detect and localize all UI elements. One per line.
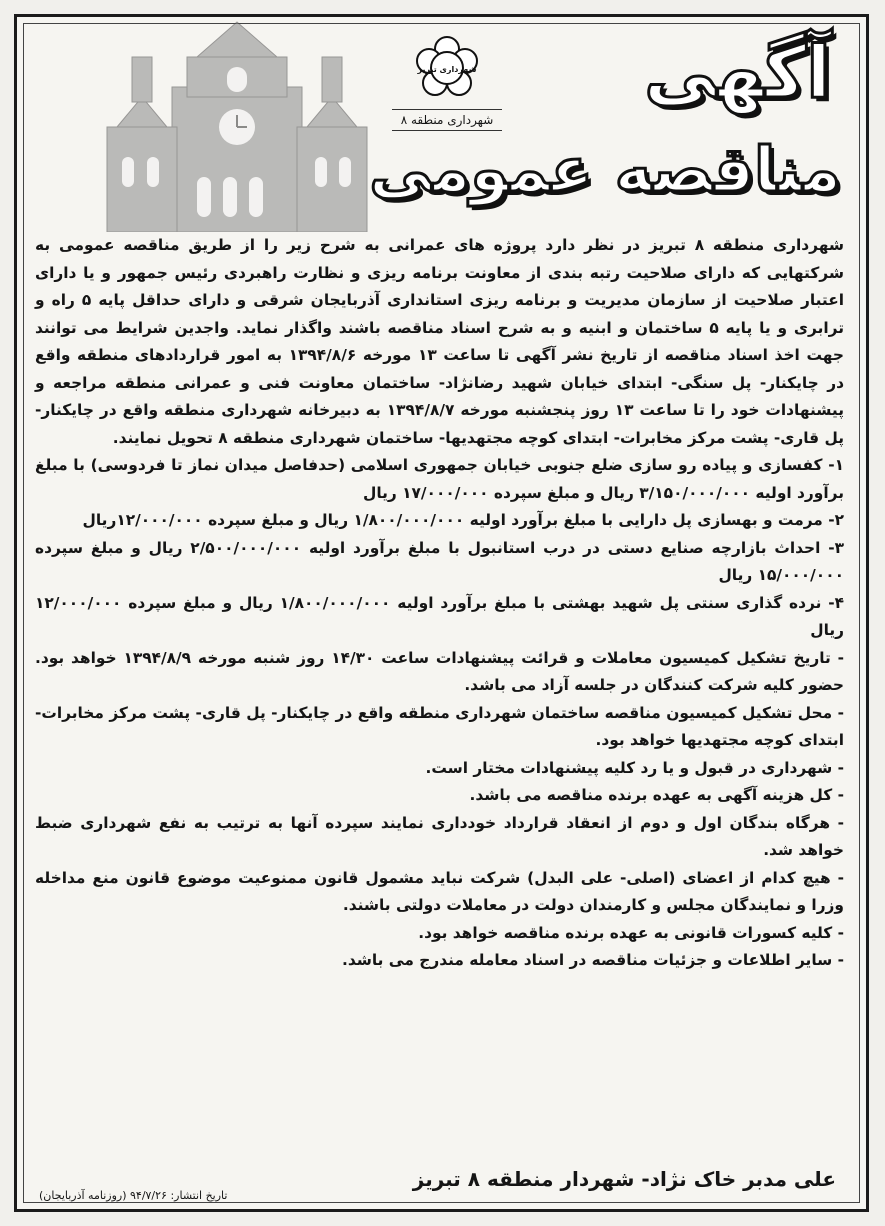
note-commission-location: - محل تشکیل کمیسیون مناقصه ساختمان شهرداری منطقه واقع در چایکنار- پل قاری- پشت مرکز مخابرات- ابتدای کوچه مجتهدیها خواهد بود.: [35, 703, 844, 749]
publish-date: تاریخ انتشار: ۹۴/۷/۲۶ (روزنامه آذربایجان): [39, 1189, 228, 1202]
project-item-4: ۴- نرده گذاری سنتی پل شهید بهشتی با مبلغ برآورد اولیه ۱/۸۰۰/۰۰۰/۰۰۰ ریال و مبلغ سپرده ۱۲/۰۰۰/۰۰۰ ریال: [35, 593, 845, 639]
notice-body: [35, 232, 844, 975]
note-other-info: - سایر اطلاعات و جزئیات مناقصه در اسناد معامله مندرج می باشد.: [342, 951, 844, 969]
project-item-1: ۱- کفسازی و پیاده رو سازی ضلع جنوبی خیابان جمهوری اسلامی (حدفاصل میدان نماز تا فردوسی) با مبلغ برآورد اولیه ۳/۱۵۰/۰۰۰/۰۰۰ ریال و مبلغ سپرده ۱۷/۰۰۰/۰۰۰ ریال: [35, 456, 844, 502]
notice-header: [17, 17, 866, 232]
project-item-2: ۲- مرمت و بهسازی پل دارایی با مبلغ برآورد اولیه ۱/۸۰۰/۰۰۰/۰۰۰ ریال و مبلغ سپرده ۱۲/۰۰۰/۰۰۰ریال: [82, 511, 844, 529]
note-ad-cost: - کل هزینه آگهی به عهده برنده مناقصه می باشد.: [469, 786, 844, 804]
notice-frame: [14, 14, 869, 1212]
note-deductions: - کلیه کسورات قانونی به عهده برنده مناقصه خواهد بود.: [418, 923, 844, 942]
notice-title: آگهی: [644, 30, 831, 114]
signature: علی مدبر خاک نژاد- شهردار منطقه ۸ تبریز: [412, 1167, 836, 1191]
logo-text: شهرداری تبریز: [417, 65, 477, 74]
notice-subtitle: مناقصه عمومی: [369, 133, 841, 206]
org-caption: شهرداری منطقه ۸: [392, 109, 502, 131]
building-illustration: [77, 17, 397, 232]
note-acceptance: - شهرداری در قبول و یا رد کلیه پیشنهادات مختار است.: [425, 758, 844, 777]
intro-paragraph: شهرداری منطقه ۸ تبریز در نظر دارد پروژه های عمرانی به شرح زیر را از طریق مناقصه عمومی به شرکتهایی که دارای صلاحیت رتبه بندی از معاونت برنامه ریزی و نظارت راهبردی رئیس جمهور و یا دارای اعتبار صلاحیت از سازمان مدیریت و برنامه ریزی استانداری آذربایجان شرقی و دارای حداقل پایه ۵ راه و ترابری و یا پایه ۵ ساختمان و ابنیه و به شرح اسناد مناقصه باشند واگذار نماید. واجدین شرایط می توانند جهت اخذ اسناد مناقصه از تاریخ نشر آگهی تا ساعت ۱۳ مورخه ۱۳۹۴/۸/۶ به امور قراردادهای منطقه واقع در چایکنار- پل سنگی- ابتدای خیابان شهید رضانژاد- ساختمان معاونت فنی و عمرانی منطقه مراجعه و پیشنهادات خود را تا ساعت ۱۳ روز پنجشنبه مورخه ۱۳۹۴/۸/۷ به دبیرخانه شهرداری منطقه واقع در چایکنار- پل قاری- پشت مرکز مخابرات- ابتدای کوچه مجتهدیها- ساختمان شهرداری منطقه ۸ تحویل نمایند.: [35, 236, 844, 447]
municipality-logo: [412, 35, 482, 101]
project-item-3: ۳- احداث بازارچه صنایع دستی در درب استانبول با مبلغ برآورد اولیه ۲/۵۰۰/۰۰۰/۰۰۰ ریال و مبلغ سپرده ۱۵/۰۰۰/۰۰۰ ریال: [35, 538, 844, 584]
note-prohibition: - هیچ کدام از اعضای (اصلی- علی البدل) شرکت نباید مشمول قانون ممنوعیت موضوع قانون منع مداخله وزرا و نمایندگان مجلس و کارمندان دولت در معاملات دولتی باشند.: [35, 868, 844, 914]
note-deposit-forfeit: - هرگاه بندگان اول و دوم از انعقاد قرارداد خودداری نمایند سپرده آنها به ترتیب به نفع شهرداری ضبط خواهد شد.: [35, 813, 844, 859]
note-commission-date: - تاریخ تشکیل کمیسیون معاملات و قرائت پیشنهادات ساعت ۱۴/۳۰ روز شنبه مورخه ۱۳۹۴/۸/۹ خواهد بود. حضور کلیه شرکت کنندگان در جلسه آزاد می باشد.: [35, 648, 845, 694]
